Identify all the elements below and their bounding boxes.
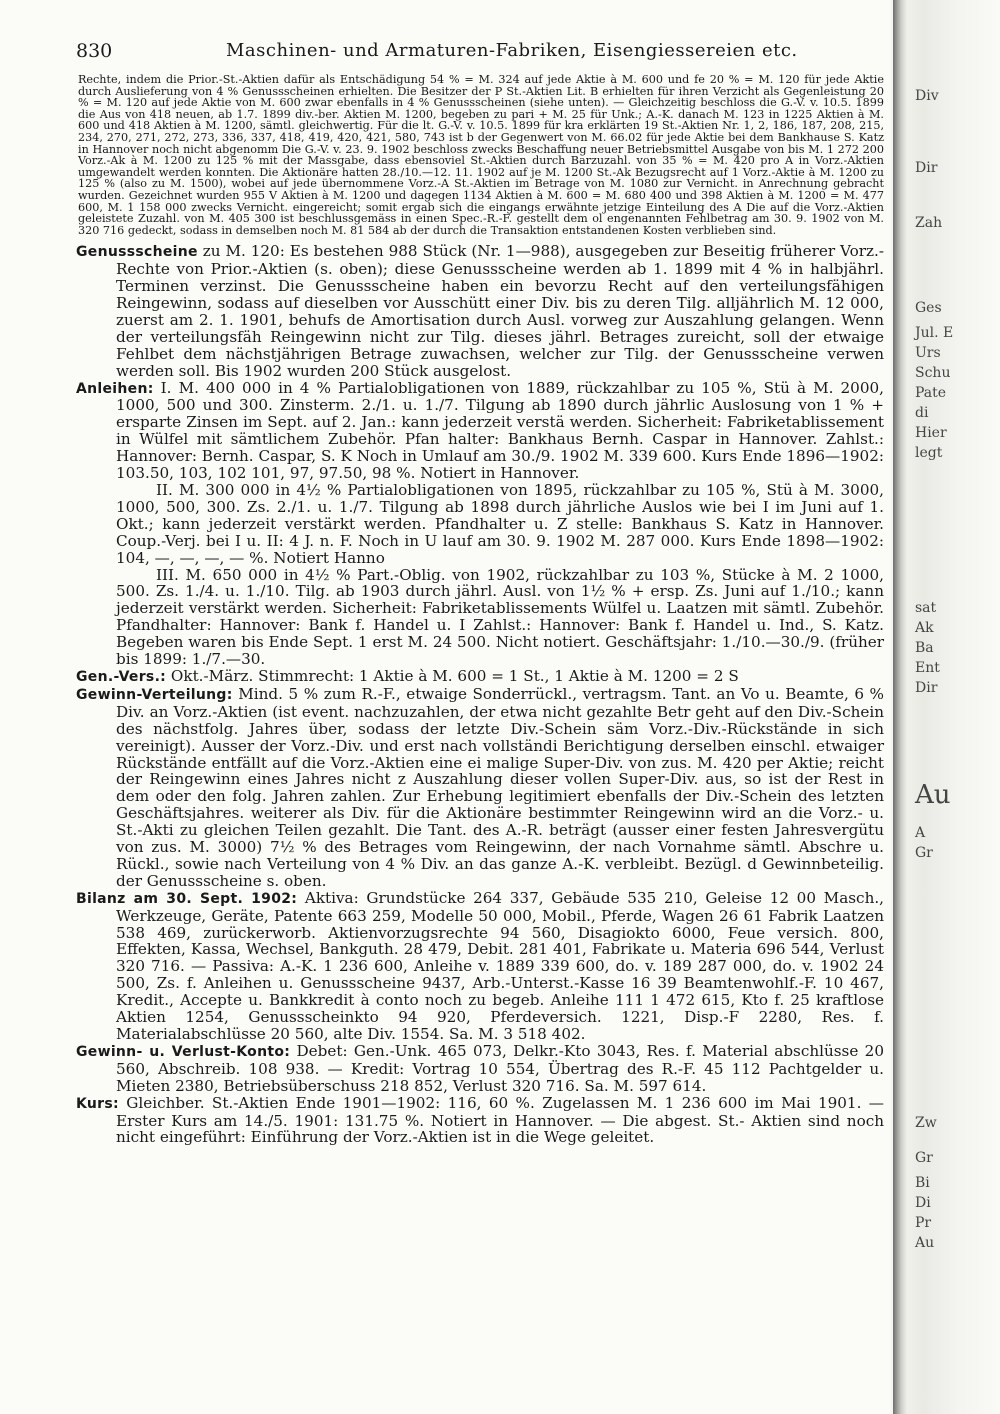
bleed-text: Bi [915, 1175, 930, 1191]
bleed-text: Schu [915, 365, 951, 381]
section-text: Okt.-März. Stimmrecht: 1 Aktie à M. 600 = 1 St., 1 Aktie à M. 1200 = 2 S [166, 666, 739, 685]
bleed-text: Ba [915, 640, 934, 656]
bleed-text: Pate [915, 385, 947, 401]
bleed-text: Hier [915, 425, 947, 441]
section-label: Gen.-Vers.: [76, 668, 167, 685]
section-text: II. M. 300 000 in 4½ % Partialobligationen von 1895, rückzahlbar zu 105 %, Stü à M. 3000, 1000, 500, 300. Zs. 2./1. u. 1./7. Tilgung ab 1898 durch jährliche Auslos wie bei I im Juni auf 1. Okt.; kann jederzeit verstärkt werden. Pfandhalter u. Z stelle: Bankhaus S. Katz in Hannover. Coup.-Verj. bei I u. II: 4 J. n. F. Noch in U lauf am 30. 9. 1902 M. 287 000. Kurs Ende 1898—1902: 104, —, —, —, — %. Notiert Hanno [116, 481, 884, 567]
bleed-text: Gr [915, 845, 933, 861]
section-gen-vers [76, 668, 884, 686]
section-anleihen [76, 380, 884, 482]
section-text: I. M. 400 000 in 4 % Partialobligationen von 1889, rückzahlbar zu 105 %, Stü à M. 2000, 1000, 500 und 300. Zinsterm. 2./1. u. 1./7. Tilgung ab 1890 durch jährlic Auslosung von 1 % + ersparte Zinsen im Sept. auf 2. Jan.: kann jederzeit verstä werden. Sicherheit: Fabriketablissement in Wülfel mit sämtlichem Zubehör. Pfan halter: Bankhaus Bernh. Caspar in Hannover. Zahlst.: Hannover: Bernh. Caspar, S. K Noch in Umlauf am 30./9. 1902 M. 339 600. Kurs Ende 1896—1902: 103.50, 103, 102 101, 97, 97.50, 98 %. Notiert in Hannover. [116, 378, 884, 483]
main-text [76, 74, 884, 1146]
section-label: Kurs: [76, 1095, 119, 1112]
bleed-text: Di [915, 1195, 931, 1211]
bleed-text: Urs [915, 345, 941, 361]
bleed-text: Au [915, 780, 951, 810]
section-bilanz [76, 890, 884, 1043]
bleed-text: Dir [915, 160, 938, 176]
section-text: Gleichber. St.-Aktien Ende 1901—1902: 116, 60 %. Zugelassen M. 1 236 600 im Mai 1901. — Erster Kurs am 14./5. 1901: 131.75 %. Notiert in Hannover. — Die abgest. St.- Aktien sind noch nicht eingeführt: Einführung der Vorz.-Aktien ist in die Wege geleitet. [116, 1093, 884, 1147]
bleed-text: Pr [915, 1215, 932, 1231]
page-title: Maschinen- und Armaturen-Fabriken, Eisengiessereien etc. [226, 40, 798, 61]
section-label: Gewinn- u. Verlust-Konto: [76, 1043, 291, 1060]
bleed-text: Gr [915, 1150, 933, 1166]
section-genussscheine [76, 243, 884, 379]
section-label: Anleihen: [76, 380, 154, 397]
section-anleihe-iii [76, 567, 884, 668]
bleed-text: Ent [915, 660, 940, 676]
bleed-text: A [915, 825, 926, 841]
bleed-text: sat [915, 600, 937, 616]
page-number: 830 [76, 40, 113, 62]
section-gewinn-verteilung [76, 686, 884, 890]
section-label: Bilanz am 30. Sept. 1902: [76, 890, 298, 907]
bleed-text: Div [915, 88, 939, 104]
intro-paragraph: Rechte, indem die Prior.-St.-Aktien dafür als Entschädigung 54 % = M. 324 auf jede Aktie à M. 600 und fe 20 % = M. 120 für jede Aktie durch Auslieferung von 4 % Genussscheinen erhielten. Die Besitzer der P St.-Aktien Lit. B erhielten für ihren Verzicht als Gegenleistung 20 % = M. 120 auf jede Aktie von M. 600 zwar ebenfalls in 4 % Genussscheinen (siehe unten). — Gleichzeitig beschloss die G.-V. v. 10.5. 1899 die Aus von 418 neuen, ab 1.7. 1899 div.-ber. Aktien M. 1200, begeben zu pari + M. 25 für Unk.; A.-K. danach M. 123 in 1225 Aktien à M. 600 und 418 Aktien à M. 1200, sämtl. gleichwertig. Für die lt. G.-V. v. 10.5. 1899 für kra erklärten 19 St.-Aktien Nr. 1, 2, 186, 187, 208, 215, 234, 270, 271, 272, 273, 336, 337, 418, 419, 420, 421, 580, 743 ist b der Gegenwert von M. 66.02 für jede Aktie bei dem Bankhause S. Katz in Hannover noch nicht abgenomm Die G.-V. v. 23. 9. 1902 beschloss zwecks Beschaffung neuer Betriebsmittel Ausgabe von bis M. 1 272 200 Vorz.-Ak à M. 1200 zu 125 % mit der Massgabe, dass ebensoviel St.-Aktien durch Barzuzahl. von 35 % = M. 420 pro A in Vorz.-Aktien umgewandelt werden konnten. Die Aktionäre hatten 28./10.—12. 11. 1902 auf je M. 1200 St.-Ak Bezugsrecht auf 1 Vorz.-Aktie à M. 1200 zu 125 % (also zu M. 1500), wobei auf jede übernommene Vorz.-A St.-Aktien im Betrage von M. 1080 zur Vernicht. in Anrechnung gebracht wurden. Gezeichnet wurden 955 V Aktien à M. 1200 und dagegen 1134 Aktien à M. 600 = M. 680 400 und 398 Aktien à M. 1200 = M. 477 600, M. 1 158 000 zwecks Vernicht. eingereicht; somit ergab sich die eingangs erwähnte jetzige Einteilung des A Die auf die Vorz.-Aktien geleistete Zuzahl. von M. 405 300 ist beschlussgemäss in einen Spec.-R.-F. gestellt dem ol engenannten Fehlbetrag am 30. 9. 1902 von M. 320 716 gedeckt, sodass in demselben noch M. 81 584 ab der durch die Transaktion entstandenen Kosten verblieben sind. [78, 73, 884, 237]
section-label: Genussscheine [76, 244, 198, 261]
bleed-text: Dir [915, 680, 938, 696]
bleed-text: di [915, 405, 929, 421]
section-anleihe-ii [76, 482, 884, 567]
section-text: Debet: Gen.-Unk. 465 073, Delkr.-Kto 3043, Res. f. Material abschlüsse 20 560, Abschreib. 108 938. — Kredit: Vortrag 10 554, Übertrag des R.-F. 45 112 Pachtgelder u. Mieten 2380, Betriebsüberschuss 218 852, Verlust 320 716. Sa. M. 597 614. [116, 1041, 884, 1095]
section-label: Gewinn-Verteilung: [76, 686, 233, 703]
bleed-text: Zw [915, 1115, 937, 1131]
section-kurs [76, 1095, 884, 1147]
section-text: III. M. 650 000 in 4½ % Part.-Oblig. von 1902, rückzahlbar zu 103 %, Stücke à M. 2 1000, 500. Zs. 1./4. u. 1./10. Tilg. ab 1903 durch jährl. Ausl. von 1½ % + ersp. Zs. Juni auf 1./10.; kann jederzeit verstärkt werden. Sicherheit: Fabriketablissements Wülfel u. Laatzen mit sämtl. Zubehör. Pfandhalter: Hannover: Bank f. Handel u. I Zahlst.: Hannover: Bank f. Handel u. Ind., S. Katz. Begeben waren bis Ende Sept. 1 erst M. 24 500. Nicht notiert. Geschäftsjahr: 1./10.—30./9. (früher bis 1899: 1./7.—30. [116, 565, 884, 669]
section-gewinn-verlust [76, 1043, 884, 1095]
bleed-text: Au [915, 1235, 935, 1251]
bleed-text: Ges [915, 300, 942, 316]
bleed-text: Zah [915, 215, 943, 231]
bleed-text: Ak [915, 620, 934, 636]
page-header [76, 40, 896, 70]
section-text: Aktiva: Grundstücke 264 337, Gebäude 535 210, Geleise 12 00 Masch., Werkzeuge, Geräte, Patente 663 259, Modelle 50 000, Mobil., Pferde, Wagen 26 61 Fabrik Laatzen 538 469, zurückerworb. Aktienvorzugsrechte 94 560, Disagiokto 6000, Feue versich. 800, Effekten, Kassa, Wechsel, Bankguth. 28 479, Debit. 281 401, Fabrikate u. Materia 696 544, Verlust 320 716. — Passiva: A.-K. 1 236 600, Anleihe v. 1889 339 600, do. v. 189 287 000, do. v. 1902 24 500, Zs. f. Anleihen u. Genussscheine 9437, Arb.-Unterst.-Kasse 16 39 Beamtenwohlf.-F. 10 467, Kredit., Accepte u. Bankkredit à conto noch zu begeb. Anleihe 111 1 472 615, Kto f. 25 kraftlose Aktien 1254, Genussscheinkto 94 920, Pferdeversich. 1221, Disp.-F 2280, Res. f. Materialabschlüsse 20 560, alte Div. 1554. Sa. M. 3 518 402. [116, 888, 884, 1043]
section-text: zu M. 120: Es bestehen 988 Stück (Nr. 1—988), ausgegeben zur Beseitig früherer Vorz.-Rechte von Prior.-Aktien (s. oben); diese Genussscheine werden ab 1. 1899 mit 4 % in halbjährl. Terminen verzinst. Die Genussscheine haben ein bevorzu Recht auf den verteilungsfähigen Reingewinn, sodass auf dieselben vor Ausschütt einer Div. bis zu deren Tilg. alljährlich M. 12 000, zuerst am 2. 1. 1901, behufs de Amortisation durch Ausl. vorweg zur Auszahlung gelangen. Wenn der verteilungsfäh Reingewinn nicht zur Tilg. dieses jährl. Betrages zureicht, soll der etwaige Fehlbet dem nächstjährigen Betrage zuwachsen, welcher zur Tilg. der Genussscheine verwen werden soll. Bis 1902 wurden 200 Stück ausgelost. [116, 242, 884, 380]
section-text: Mind. 5 % zum R.-F., etwaige Sonderrückl., vertragsm. Tant. an Vo u. Beamte, 6 % Div. an Vorz.-Aktien (ist event. nachzuzahlen, der etwa nicht gezahlte Betr geht auf den Div.-Schein des nächstfolg. Jahres über, sodass der letzte Div.-Schein säm Vorz.-Div.-Rückstände in sich vereinigt). Ausser der Vorz.-Div. und erst nach vollständi Berichtigung derselben einschl. etwaiger Rückstände entfällt auf die Vorz.-Aktien eine ei malige Super-Div. von zus. M. 420 per Aktie; reicht der Reingewinn eines Jahres nicht z Auszahlung dieser vollen Super-Div. aus, so ist der Rest in dem oder den folg. Jahren zahlen. Zur Erhebung legitimiert ebenfalls der Div.-Schein des letzten Geschäftsjahres. weiterer als Div. für die Aktionäre bestimmter Reingewinn wird an die Vorz.- u. St.-Akti zu gleichen Teilen gezahlt. Die Tant. des A.-R. beträgt (ausser einer festen Jahresvergütu von zus. M. 3000) 7½ % des Betrages vom Reingewinn, der nach Vornahme sämtl. Abschre u. Rückl., sowie nach Verteilung von 4 % Div. an das ganze A.-K. verbleibt. Bezügl. d Gewinnbeteilig. der Genussscheine s. oben. [116, 684, 884, 890]
bleed-text: Jul. E [915, 325, 954, 341]
bleed-text: legt [915, 445, 943, 461]
gutter-shadow [893, 0, 907, 1414]
